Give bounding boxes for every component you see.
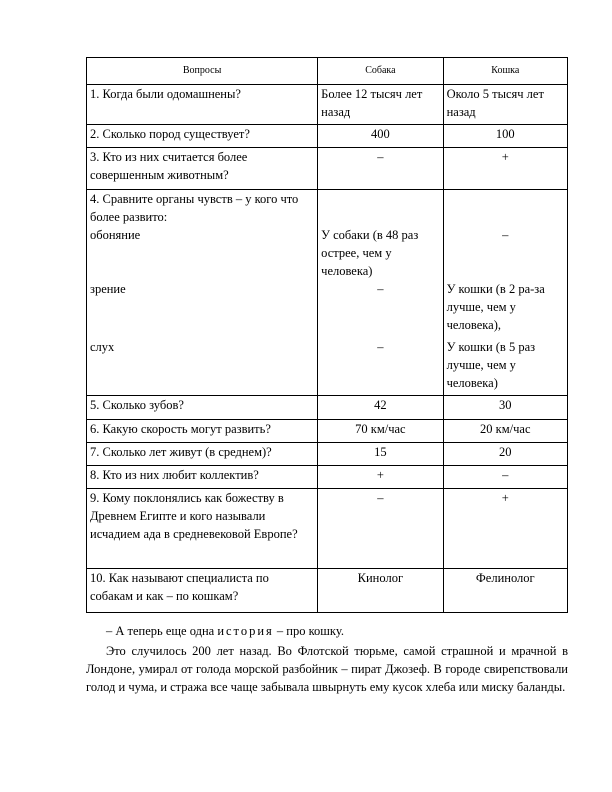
dog-cell: Кинолог bbox=[318, 569, 443, 613]
sense-hearing: слух bbox=[90, 340, 115, 354]
question-cell: 8. Кто из них любит коллектив? bbox=[87, 466, 318, 489]
table-header-row bbox=[87, 58, 568, 85]
dog-cell: – bbox=[318, 148, 443, 190]
cat-cell: + bbox=[443, 148, 567, 190]
dog-cell: 15 bbox=[318, 443, 443, 466]
dog-hearing: – bbox=[377, 340, 384, 354]
cat-cell: Фелинолог bbox=[443, 569, 567, 613]
dog-cell: 70 км/час bbox=[318, 420, 443, 443]
dog-cell: – bbox=[318, 489, 443, 569]
cat-cell bbox=[443, 190, 567, 396]
cat-cell: 20 км/час bbox=[443, 420, 567, 443]
header-questions: Вопросы bbox=[87, 58, 318, 85]
question-cell: 10. Как называют специалиста по собакам и как – по кошкам? bbox=[87, 569, 318, 613]
question-cell bbox=[87, 190, 318, 396]
table-row bbox=[87, 420, 568, 443]
table-row-senses bbox=[87, 190, 568, 396]
dog-sight: – bbox=[377, 282, 384, 296]
header-dog: Собака bbox=[318, 58, 443, 85]
cat-cell: 30 bbox=[443, 396, 567, 420]
sense-sight: зрение bbox=[90, 282, 126, 296]
senses-question: 4. Сравните органы чувств – у кого что более развито: bbox=[90, 192, 299, 224]
cat-sight: У кошки (в 2 ра-за лучше, чем у человека), bbox=[446, 282, 545, 332]
story-paragraph: Это случилось 200 лет назад. Во Флотской тюрьме, самой страшной и мрачной в Лондоне, умирал от голода морской разбойник – пират Джозеф. В городе свирепствовали голод и чума, и стража все чаще забывала швырнуть ему кусок хлеба или миску баланды. bbox=[86, 644, 568, 694]
dog-cell bbox=[318, 190, 443, 396]
cat-smell: – bbox=[502, 228, 509, 242]
cat-cell: 20 bbox=[443, 443, 567, 466]
table-row bbox=[87, 148, 568, 190]
table-row bbox=[87, 466, 568, 489]
question-cell: 3. Кто из них считается более совершенным животным? bbox=[87, 148, 318, 190]
cat-cell: – bbox=[443, 466, 567, 489]
table-row bbox=[87, 396, 568, 420]
comparison-table bbox=[86, 57, 568, 613]
story-intro bbox=[86, 622, 568, 640]
header-cat: Кошка bbox=[443, 58, 567, 85]
question-cell: 1. Когда были одомашнены? bbox=[87, 85, 318, 125]
question-cell: 7. Сколько лет живут (в среднем)? bbox=[87, 443, 318, 466]
table-row bbox=[87, 569, 568, 613]
intro-text-end: – про кошку. bbox=[273, 624, 344, 638]
dog-cell: + bbox=[318, 466, 443, 489]
cat-cell: + bbox=[443, 489, 567, 569]
question-cell: 2. Сколько пород существует? bbox=[87, 125, 318, 148]
dog-cell: 400 bbox=[318, 125, 443, 148]
dog-smell: У собаки (в 48 раз острее, чем у человека) bbox=[321, 228, 419, 278]
table-row bbox=[87, 125, 568, 148]
cat-cell: 100 bbox=[443, 125, 567, 148]
dog-cell: Более 12 тысяч лет назад bbox=[318, 85, 443, 125]
question-cell: 5. Сколько зубов? bbox=[87, 396, 318, 420]
question-cell: 6. Какую скорость могут развить? bbox=[87, 420, 318, 443]
dog-cell: 42 bbox=[318, 396, 443, 420]
question-cell: 9. Кому поклонялись как божеству в Древнем Египте и кого называли исчадием ада в средневековой Европе? bbox=[87, 489, 318, 569]
cat-hearing: У кошки (в 5 раз лучше, чем у человека) bbox=[446, 340, 536, 390]
intro-text: – А теперь еще одна bbox=[106, 624, 218, 638]
table-row bbox=[87, 85, 568, 125]
intro-spaced-word: история bbox=[217, 624, 274, 638]
sense-smell: обоняние bbox=[90, 228, 141, 242]
cat-cell: Около 5 тысяч лет назад bbox=[443, 85, 567, 125]
table-row bbox=[87, 443, 568, 466]
story-block bbox=[86, 622, 568, 696]
table-row bbox=[87, 489, 568, 569]
